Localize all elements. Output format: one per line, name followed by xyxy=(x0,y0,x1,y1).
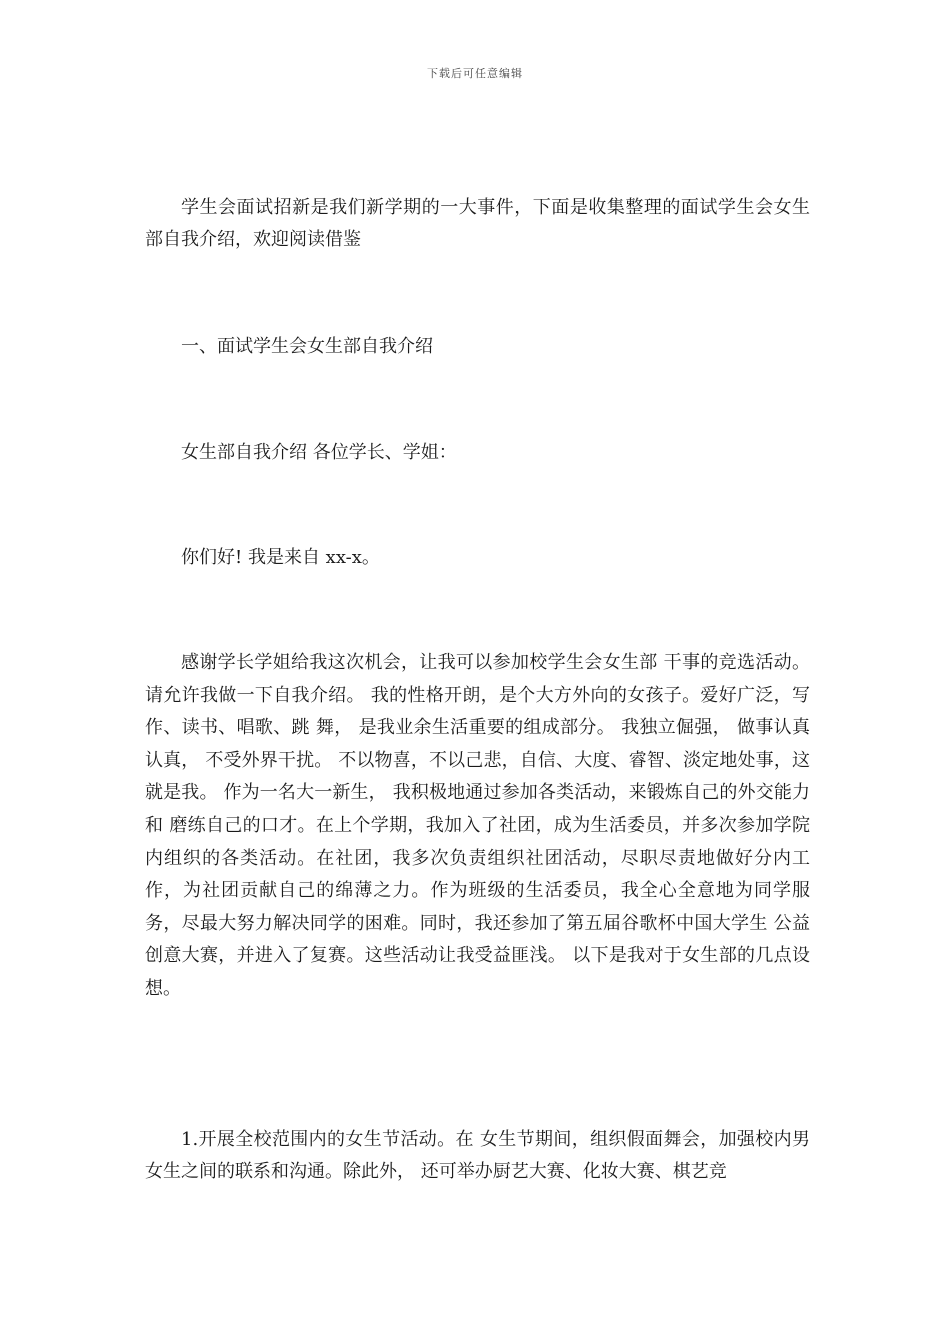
greeting-paragraph: 女生部自我介绍 各位学长、学姐： xyxy=(181,442,457,463)
section-heading: 一、面试学生会女生部自我介绍 xyxy=(181,336,433,357)
hello-paragraph: 你们好! 我是来自 xx-x。 xyxy=(181,547,380,568)
page-header-note: 下载后可任意编辑 xyxy=(427,67,523,80)
body-paragraph: 感谢学长学姐给我这次机会，让我可以参加校学生会女生部 干事的竞选活动。请允许我做一下自我介绍。 我的性格开朗，是个大方外向的女孩子。爱好广泛，写作、读书、唱歌、跳 舞， 是我业余生活重要的组成部分。 我独立倔强， 做事认真认真， 不受外界干扰。 不以物喜，不以己悲，自信、大度、睿智、淡定地处事，这就是我。 作为一名大一新生， 我积极地通过参加各类活动，来锻炼自己的外交能力和 磨练自己的口才。在上个学期，我加入了社团，成为生活委员，并多次参加学院 内组织的各类活动。在社团，我多次负责组织社团活动，尽职尽责地做好分内工 作，为社团贡献自己的绵薄之力。作为班级的生活委员，我全心全意地为同学服 务，尽最大努力解决同学的困难。同时，我还参加了第五届谷歌杯中国大学生 公益创意大赛，并进入了复赛。这些活动让我受益匪浅。 以下是我对于女生部的几点设想。 xyxy=(145,652,810,999)
intro-paragraph: 学生会面试招新是我们新学期的一大事件，下面是收集整理的面试学生会女生部自我介绍，欢迎阅读借鉴 xyxy=(145,197,810,250)
list-item-1: 1.开展全校范围内的女生节活动。在 女生节期间，组织假面舞会，加强校内男女生之间的联系和沟通。除此外， 还可举办厨艺大赛、化妆大赛、棋艺竞 xyxy=(145,1129,810,1182)
